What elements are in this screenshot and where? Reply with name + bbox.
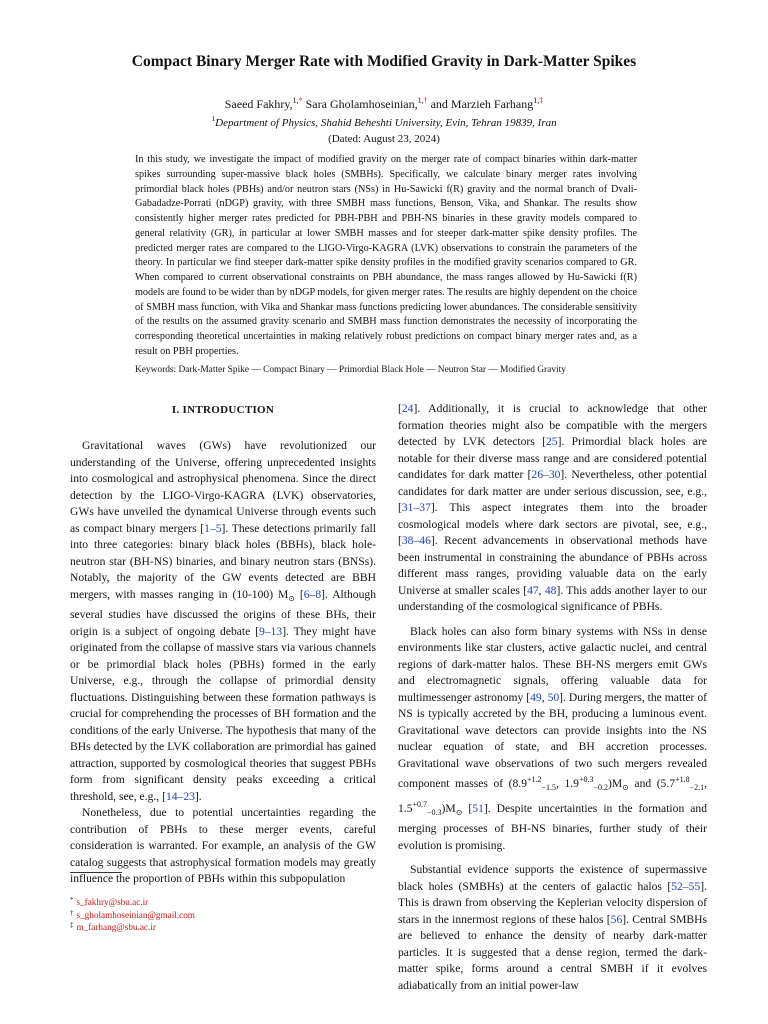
left-column — [70, 402, 376, 888]
citation-link[interactable]: 48 — [544, 583, 557, 597]
citation-link[interactable]: 52–55 — [671, 879, 701, 893]
author-name: Saeed Fakhry, — [224, 97, 293, 111]
footnote — [70, 896, 376, 909]
citation-link[interactable]: 1–5 — [204, 521, 222, 535]
citation-link[interactable]: 47 — [527, 583, 539, 597]
solar-symbol: ⊙ — [288, 593, 295, 603]
footnote-divider — [70, 872, 122, 873]
citation-link[interactable]: 9–13 — [259, 624, 283, 638]
citation-link[interactable]: 31–37 — [401, 501, 431, 514]
citation-link[interactable]: 50 — [547, 690, 560, 704]
intro-paragraph: Substantial evidence supports the existence of supermassive black holes (SMBHs) at the centers of galactic halos [52–55]. This is drawn from observing the Keplerian velocity dispersion of stars in the innermost regions of these halos [56]. Central SMBHs are believed to enhance the density of nearby dark-matter particles. It is suggested that a dense region, termed the dark-matter spike, forms around a central SMBH if it evolves adiabatically from an initial power-law — [398, 863, 708, 992]
intro-paragraph: Nonetheless, due to potential uncertainties regarding the contribution of PBHs to these merger events, careful consideration is warranted. For example, an analysis of the GW catalog suggests that astrophysical formation models may greatly influence the proportion of PBHs within this subpopulation — [70, 806, 376, 885]
footnote-mark: * — [70, 896, 74, 904]
footnote-email-link[interactable]: s_fakhry@sbu.ac.ir — [76, 897, 149, 907]
footnote-mark: † — [70, 908, 74, 917]
footnote-email-link[interactable]: s_gholamhoseinian@gmail.com — [76, 909, 195, 920]
citation-link[interactable]: 51 — [472, 801, 484, 815]
author-affiliation-number: 1, — [533, 96, 540, 105]
citation-link[interactable]: 26–30 — [531, 468, 561, 481]
abstract-text: In this study, we investigate the impact of modified gravity on the merger rate of compact binaries within dark-matter spikes surrounding super-massive black holes (SMBHs). Specifically, we calculate binary merger rates involving primordial black holes (PBHs) and/or neutron stars (NSs) in Hu-Sawicki f(R) gravity and the normal branch of Dvali-Gabadadze-Porrati (nDGP) gravity, with three SMBH mass functions, Benson, Vika, and Shankar. The results show consistently higher merger rates predicted for PBH-PBH and PBH-NS binaries in these gravity models compared to general relativity (GR), in particular at lower SMBH masses and for steeper dark-matter spike density profiles. The predicted merger rates are compared to the LIGO-Virgo-KAGRA (LVK) observations to constrain the parameters of the theory. In particular we find steeper dark-matter spike density profiles in the modified gravity scenarios compared to GR. When compared to current observational constraints on PBH abundance, the mass ranges allowed by Hu-Sawicki f(R) models are found to be wider than by nDGP models, for given merger rates. The results are highly dependent on the choice of SMBH mass function, with Vika and Shankar mass functions predicting lower abundances. The considerable sensitivity of the results on the assumed gravity scenario and SMBH mass function demonstrates the necessity of incorporating the corresponding theoretical uncertainties in making relatively robust predictions on compact binary merger rates and, as a result on PBH properties. — [135, 154, 637, 357]
affiliation-text: Department of Physics, Shahid Beheshti University, Evin, Tehran 19839, Iran — [215, 117, 557, 129]
right-column — [398, 401, 707, 994]
solar-symbol: ⊙ — [622, 783, 629, 792]
affiliation — [60, 116, 708, 131]
intro-paragraph: Gravitational waves (GWs) have revolutionized our understanding of the Universe, offering unprecedented insights into cosmological and astrophysical phenomena. Since the direct detection by the LIGO-Virgo-KAGRA (LVK) observatories, GWs have unveiled the dynamical Universe through events such as compact binary mergers [1–5]. These detections primarily fall into three categories: binary black holes (BBHs), black hole-neutron star (BH-NS) binaries, and binary neutron stars (BNSs). Notably, the majority of the GW events detected are BBH mergers, with masses ranging in (10-100) $M_⊙$ [6–8]. Although several studies have discussed the origins of these BHs, their origin is a subject of ongoing debate [9–13]. They might have originated from the collapse of massive stars via various channels or be primordial black holes (PBHs) formed in the early Universe, e.g., through the collapse of primordial density fluctuations. Distinguishing between these formation pathways is crucial for comprehending the processes of BH formation and the conditions of the early Universe. The hypothesis that many of the BHs detected by the LVK collaboration are primordial has gained attraction, supported by cosmological theories that suggest PBHs form from significant density peaks exceeding a critical threshold, see, e.g., [14–23]. — [70, 439, 376, 803]
affiliation-number: 1 — [211, 114, 216, 123]
author-footnote-mark[interactable]: † — [423, 96, 428, 105]
author-list — [60, 96, 708, 112]
dated-line: (Dated: August 23, 2024) — [328, 133, 440, 145]
footnote — [70, 909, 376, 922]
author-name: and Marzieh Farhang — [430, 97, 534, 111]
citation-link[interactable]: 6–8 — [303, 587, 322, 601]
keywords: Keywords: Dark-Matter Spike — Compact Binary — Primordial Black Hole — Neutron Star — Modified Gravity — [135, 365, 566, 375]
author-name: Sara Gholamhoseinian, — [305, 97, 418, 111]
citation-link[interactable]: 25 — [546, 435, 558, 448]
citation-link[interactable]: 14–23 — [165, 789, 195, 803]
citation-link[interactable]: 38–46 — [401, 534, 431, 547]
citation-link[interactable]: 24 — [401, 402, 414, 415]
footnotes — [70, 896, 376, 934]
footnote-email-link[interactable]: m_farhang@sbu.ac.ir — [76, 922, 156, 932]
citation-link[interactable]: 56 — [610, 912, 623, 926]
paper-title: Compact Binary Merger Rate with Modified Gravity in Dark-Matter Spikes — [131, 53, 637, 70]
footnote-mark: ‡ — [70, 921, 74, 929]
citation-link[interactable]: 49 — [530, 690, 542, 704]
author-footnote-mark[interactable]: * — [298, 96, 303, 105]
footnote — [70, 921, 376, 934]
author-footnote-mark[interactable]: ‡ — [539, 96, 544, 105]
section-heading: I. INTRODUCTION — [171, 404, 275, 416]
author-affiliation-number: 1, — [417, 96, 424, 105]
solar-symbol: ⊙ — [455, 807, 463, 817]
author-affiliation-number: 1, — [292, 96, 299, 105]
abstract — [135, 153, 637, 360]
intro-paragraph: Black holes can also form binary systems with NSs in dense environments like star clusters, active galactic nuclei, and central regions of dark-matter halos. These BH-NS mergers emit GWs and electromagnetic signals, offering valuable data for multimessenger astronomy [49, 50]. During mergers, the matter of NS is typically accreted by the BH, producing a luminous event. Gravitational wave detectors can provide insights into the NS nuclear equation of state, and BH accretion processes. Gravitational wave observations of two such mergers revealed component masses of ($8.9^{+1.2}_{-1.5}$, $1.9^{+0.3}_{-0.2})M_⊙$ and ($5.7^{+1.8}_{-2.1}$, $1.5^{+0.7}_{-0.3})M_⊙$ [51]. Despite uncertainties in the formation and merging processes of BH-NS binaries, further study of their evolution is promising. — [398, 624, 708, 852]
intro-paragraph: [24]. Additionally, it is crucial to acknowledge that other formation theories might also be compatible with the mergers detected by LVK detectors [25]. Primordial black holes are notable for their diverse mass range and are considered potential candidates for dark matter [26–30]. Nevertheless, other potential candidates for dark matter are under serious discussion, see, e.g., [31–37]. This aspect integrates them into the broader cosmological models where dark sectors are pivotal, see, e.g., [38–46]. Recent advancements in observational methods have been instrumental in constraining the abundance of PBHs across different mass ranges, providing valuable data on the early Universe at smaller scales [47, 48]. This adds another layer to our understanding of the cosmological significance of PBHs. — [398, 402, 708, 613]
